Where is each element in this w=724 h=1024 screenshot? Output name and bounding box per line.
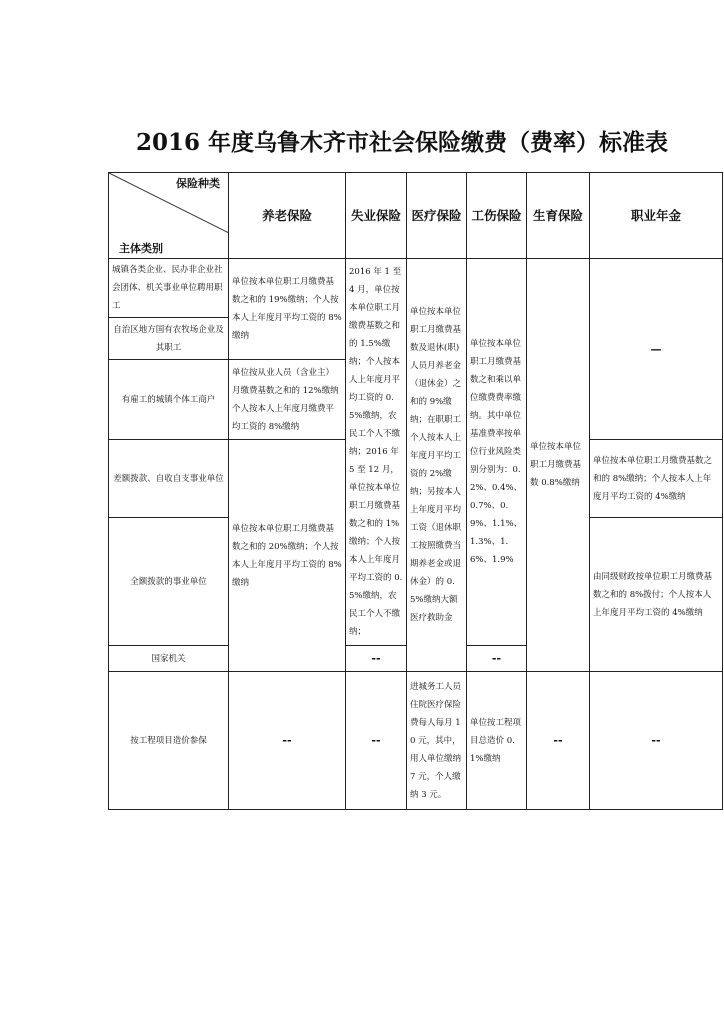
col-header-injury: 工伤保险 <box>467 173 527 259</box>
annuity-dash-top: — <box>590 259 723 440</box>
medical-cell: 单位按本单位职工月缴费基数及退休(职)人员月养老金（退休金）之和的 9%缴纳；在职职工个人按本人上年度月平均工资的 2%缴纳；另按本人上年度月平均工资（退休职工按照缴费当期养老金或退休金）的 0.5%缴纳大额医疗救助金 <box>407 259 467 672</box>
category-partial-funded: 差额拨款、自收自支事业单位 <box>109 440 229 518</box>
unemployment-cell: 2016 年 1 至 4 月，单位按本单位职工月缴费基数之和的 1.5%缴纳；个人按本人上年度月平均工资的 0.5%缴纳，农民工个人不缴纳；2016 年 5 至 12 月，单位按本单位职工月缴费基数之和的 1%缴纳；个人按本人上年度月平均工资的 0.5%缴纳，农民工个人不缴纳； <box>346 259 407 646</box>
maternity-cell: 单位按本单位职工月缴费基数 0.8%缴纳 <box>527 259 590 672</box>
col-header-unemployment: 失业保险 <box>346 173 407 259</box>
category-state-organ: 国家机关 <box>109 646 229 672</box>
header-diagonal-cell <box>109 173 229 259</box>
col-header-annuity: 职业年金 <box>590 173 723 259</box>
unemployment-dash-organ: -- <box>346 646 407 672</box>
category-full-funded: 全额拨款的事业单位 <box>109 518 229 646</box>
unemployment-dash-project: -- <box>346 672 407 810</box>
pension-cell-enterprise: 单位按本单位职工月缴费基数之和的 19%缴纳；个人按本人上年度月平均工资的 8%缴纳 <box>229 259 346 360</box>
annuity-cell-full: 由同级财政按单位职工月缴费基数之和的 8%拨付；个人按本人上年度月平均工资的 4%缴纳 <box>590 518 723 672</box>
injury-dash-organ: -- <box>467 646 527 672</box>
category-project: 按工程项目造价参保 <box>109 672 229 810</box>
category-state-farm: 自治区地方国有农牧场企业及其职工 <box>109 318 229 360</box>
category-individual-business: 有雇工的城镇个体工商户 <box>109 360 229 440</box>
maternity-dash-project: -- <box>527 672 590 810</box>
pension-dash-project: -- <box>229 672 346 810</box>
col-header-medical: 医疗保险 <box>407 173 467 259</box>
insurance-type-label: 保险种类 <box>176 177 220 190</box>
pension-cell-public: 单位按本单位职工月缴费基数之和的 20%缴纳；个人按本人上年度月平均工资的 8%缴纳 <box>229 440 346 672</box>
injury-cell: 单位按本单位职工月缴费基数之和乘以单位缴费费率缴纳。其中单位基准费率按单位行业风险类别分别为：0.2%、0.4%、0.7%、0.9%、1.1%、1.3%、1.6%、1.9% <box>467 259 527 646</box>
medical-cell-project: 进城务工人员住院医疗保险费每人每月 10 元，其中，用人单位缴纳 7 元，个人缴纳 3 元。 <box>407 672 467 810</box>
rate-table <box>108 172 723 810</box>
table-row <box>109 672 723 810</box>
subject-category-label: 主体类别 <box>119 242 163 255</box>
category-enterprise: 城镇各类企业、民办非企业社会团体、机关事业单位聘用职工 <box>109 259 229 318</box>
header-row <box>109 173 723 259</box>
annuity-cell-partial: 单位按本单位职工月缴费基数之和的 8%缴纳；个人按本人上年度月平均工资的 4%缴纳 <box>590 440 723 518</box>
col-header-pension: 养老保险 <box>229 173 346 259</box>
col-header-maternity: 生育保险 <box>527 173 590 259</box>
table-row <box>109 259 723 318</box>
page-title: 2016 年度乌鲁木齐市社会保险缴费（费率）标准表 <box>136 129 669 156</box>
injury-cell-project: 单位按工程项目总造价 0.1%缴纳 <box>467 672 527 810</box>
annuity-dash-project: -- <box>590 672 723 810</box>
pension-cell-individual: 单位按从业人员（含业主）月缴费基数之和的 12%缴纳个人按本人上年度月缴费平均工资的 8%缴纳 <box>229 360 346 440</box>
